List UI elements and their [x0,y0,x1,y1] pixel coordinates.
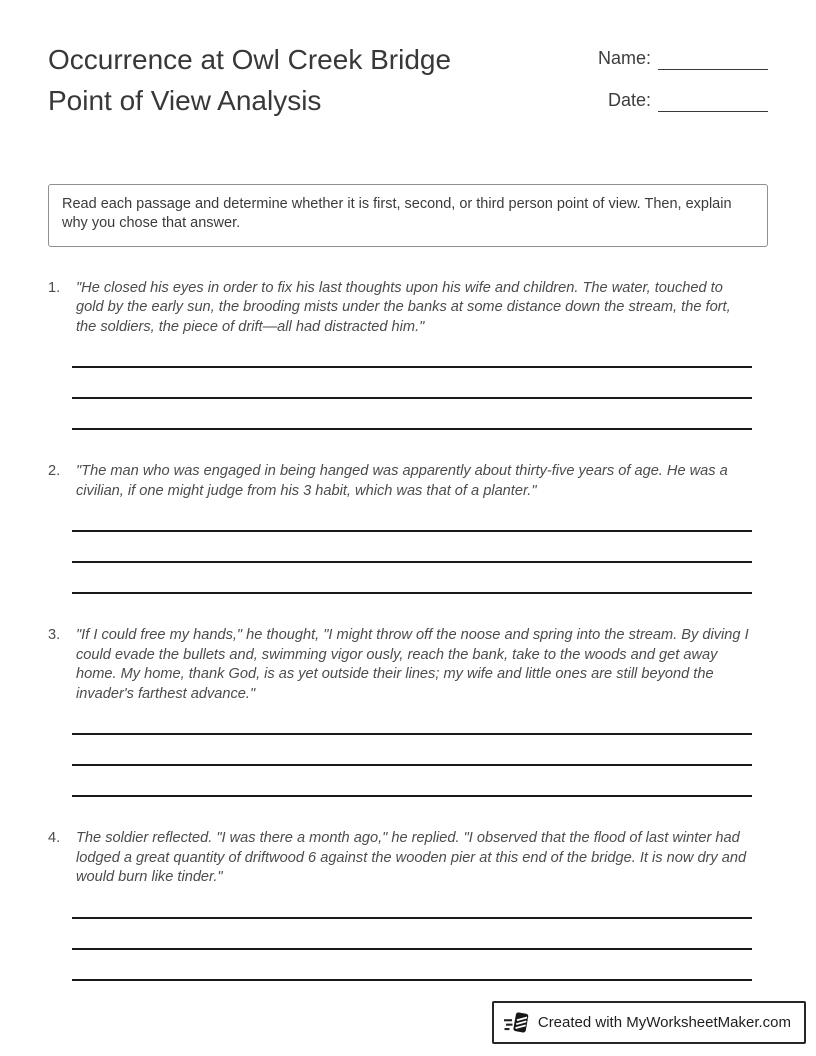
answer-line [72,919,752,950]
answer-line [72,337,752,368]
question-passage: "He closed his eyes in order to fix his last thoughts upon his wife and children. The water, touched to gold by the early sun, the brooding mists under the banks at some distance down the stream, the fort, the soldiers, the piece of drift—all had distracted him." [76,279,731,335]
question-row [48,279,752,338]
question-row [48,626,752,704]
answer-lines [72,888,752,981]
question-row [48,829,752,888]
answer-line [72,950,752,981]
instructions-box: Read each passage and determine whether it is first, second, or third person point of view. Then, explain why you chose that answer. [48,184,768,247]
question-block [48,626,752,797]
question-number: 1. [48,279,61,296]
page-title-line1: Occurrence at Owl Creek Bridge [48,44,452,75]
date-label: Date: [607,90,651,110]
question-passage: The soldier reflected. "I was there a month ago," he replied. "I observed that the flood of last winter had lodged a great quantity of driftwood 6 against the wooden pier at this end of the bridge. It is now dry and would burn like tinder." [76,830,747,886]
question-number: 3. [48,627,61,644]
question-number: 2. [48,463,61,480]
answer-lines [72,337,752,430]
question-passage: "The man who was engaged in being hanged was apparently about thirty-five years of age. He was a civilian, if one might judge from his 3 habit, which was that of a planter." [76,463,728,499]
answer-line [72,735,752,766]
name-row [598,45,768,70]
date-blank-line [658,87,768,112]
page-title-line2: Point of View Analysis [48,84,322,116]
answer-lines [72,704,752,797]
answer-line [72,888,752,919]
header [0,0,816,129]
question-block [48,829,752,981]
question-block [48,279,752,431]
question-block [48,462,752,594]
answer-line [72,532,752,563]
date-row [598,87,768,112]
name-date-block [598,40,768,129]
answer-line [72,766,752,797]
name-blank-line [658,45,768,70]
worksheet-maker-badge[interactable] [492,1001,806,1044]
question-passage: "If I could free my hands," he thought, "I might throw off the noose and spring into the stream. By diving I could evade the bullets and, swimming vigor ously, reach the bank, take to the woods and get away home. My home, thank God, is as yet outside their lines; my wife and little ones are still beyond the invader's farthest advance." [76,627,749,702]
answer-lines [72,501,752,594]
question-row [48,462,752,501]
badge-text: Created with MyWorksheetMaker.com [537,1014,791,1031]
questions [0,279,816,981]
answer-line [72,501,752,532]
answer-line [72,563,752,594]
name-label: Name: [597,48,651,68]
question-number: 4. [48,830,61,847]
page-title [48,40,451,121]
flying-worksheet-icon [503,1009,530,1036]
answer-line [72,399,752,430]
answer-line [72,704,752,735]
answer-line [72,368,752,399]
